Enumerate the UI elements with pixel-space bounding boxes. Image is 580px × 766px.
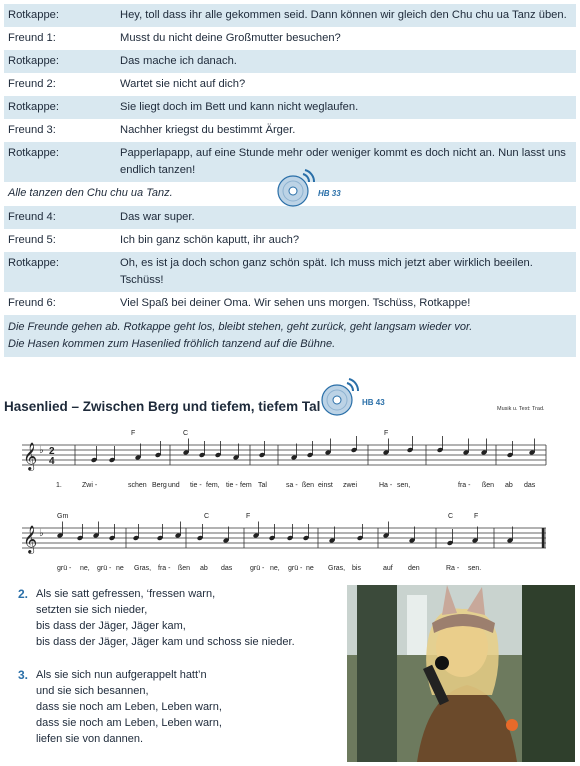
dialog-row	[4, 96, 576, 119]
dialog-row	[4, 229, 576, 252]
lyric-syllable: den	[408, 565, 420, 572]
speaker-label: Rotkappe:	[8, 147, 59, 159]
treble-clef-icon: 𝄞	[23, 442, 38, 470]
lyric-syllable: schen	[128, 482, 147, 489]
verse-line: dass sie noch am Leben, Leben warn,	[36, 701, 222, 713]
lyric-syllable: 1.	[56, 482, 62, 489]
verse-line: bis dass der Jäger, Jäger kam,	[36, 620, 186, 632]
chord-symbol: C	[204, 513, 210, 520]
cd-track-badge-2	[320, 377, 385, 417]
cd-track-badge	[276, 168, 341, 208]
time-sig-top: 2	[49, 446, 55, 457]
dialog-line: Wartet sie nicht auf dich?	[120, 78, 246, 90]
lyric-syllable: ßen	[178, 565, 191, 572]
dialog-row	[4, 206, 576, 229]
dialog-row	[4, 292, 576, 315]
verse-line: liefen sie von dannen.	[36, 733, 144, 745]
speaker-label: Freund 5:	[8, 234, 56, 246]
lyric-syllable: fem	[240, 482, 252, 489]
photo-child-singing	[347, 585, 575, 762]
stage-direction	[4, 182, 576, 206]
time-sig-bottom: 4	[49, 456, 55, 467]
lyric-syllable: fra -	[458, 482, 471, 489]
speaker-label: Freund 3:	[8, 124, 56, 136]
lyric-syllable: ne,	[270, 565, 280, 572]
song-credit: Musik u. Text: Trad.	[497, 406, 545, 412]
lyric-syllable: Tal	[258, 482, 267, 489]
chord-symbol: C	[183, 430, 189, 437]
lyric-syllable: tie -	[226, 482, 238, 489]
lyric-syllable: sen,	[397, 482, 411, 489]
lyric-syllable: tie -	[190, 482, 202, 489]
lyric-syllable: grü -	[57, 565, 72, 572]
chord-symbol: F	[384, 430, 389, 437]
dialog-row	[4, 252, 576, 292]
lyric-syllable: zwei	[343, 482, 358, 489]
lyric-syllable: fra -	[158, 565, 171, 572]
lyric-syllable: ab	[200, 565, 208, 572]
lyric-syllable: Ha -	[379, 482, 393, 489]
lyric-syllable: sa -	[286, 482, 298, 489]
verse-line: setzten sie sich nieder,	[36, 604, 148, 616]
dialog-line: Hey, toll dass ihr alle gekommen seid. Dann können wir gleich den Chu chu ua Tanz üben.	[120, 9, 567, 21]
lyric-syllable: bis	[352, 565, 361, 572]
speaker-label: Rotkappe:	[8, 9, 59, 21]
verse-line: bis dass der Jäger, Jäger kam und schoss sie nieder.	[36, 636, 295, 648]
speaker-label: Rotkappe:	[8, 101, 59, 113]
dialog-table	[4, 4, 576, 357]
lyric-syllable: ab	[505, 482, 513, 489]
dialog-row	[4, 50, 576, 73]
lyric-syllable: Ra -	[446, 565, 460, 572]
stage-direction-text: Die Hasen kommen zum Hasenlied fröhlich tanzend auf die Bühne.	[8, 338, 336, 350]
lyric-syllable: das	[524, 482, 536, 489]
lyric-syllable: grü -	[250, 565, 265, 572]
verse-number: 2.	[18, 587, 29, 601]
dialog-line: Papperlapapp, auf eine Stunde mehr oder weniger kommt es doch nicht an. Nun lasst uns endlich tanzen!	[120, 147, 566, 176]
speaker-label: Rotkappe:	[8, 257, 59, 269]
dialog-line: Viel Spaß bei deiner Oma. Wir sehen uns morgen. Tschüss, Rotkappe!	[120, 297, 471, 309]
dialog-line: Oh, es ist ja doch schon ganz schön spät. Ich muss mich jetzt aber wirklich beeilen. Tschüss!	[120, 257, 533, 286]
chord-symbol: C	[448, 513, 454, 520]
cd-label: HB 43	[362, 397, 385, 407]
chord-symbol: Gm	[57, 513, 69, 520]
lyric-syllable: ne	[116, 565, 124, 572]
dialog-row	[4, 119, 576, 142]
dialog-line: Nachher kriegst du bestimmt Ärger.	[120, 124, 296, 136]
speaker-label: Freund 1:	[8, 32, 56, 44]
stage-direction-text: Die Freunde gehen ab. Rotkappe geht los, bleibt stehen, geht zurück, geht langsam wieder vor.	[8, 321, 473, 333]
cd-icon	[276, 168, 316, 208]
verse-line: Als sie satt gefressen, ‘fressen warn,	[36, 588, 216, 600]
chord-symbol: F	[131, 430, 136, 437]
lyric-syllable: ßen	[302, 482, 315, 489]
lyric-syllable: einst	[318, 482, 333, 489]
lyric-syllable: ne,	[80, 565, 90, 572]
stage-direction-text: Alle tanzen den Chu chu ua Tanz.	[8, 187, 173, 199]
lyric-syllable: sen.	[468, 565, 482, 572]
staff-line-1	[22, 430, 546, 489]
verse-line: dass sie noch am Leben, Leben warn,	[36, 717, 222, 729]
dialog-line: Ich bin ganz schön kaputt, ihr auch?	[120, 234, 300, 246]
lyric-syllable: auf	[383, 565, 393, 572]
speaker-label: Freund 4:	[8, 211, 56, 223]
lyric-syllable: Berg	[152, 482, 167, 489]
sheet-music	[0, 420, 580, 580]
lyric-syllable: Gras,	[134, 565, 152, 572]
lyric-syllable: ßen	[482, 482, 495, 489]
dialog-line: Sie liegt doch im Bett und kann nicht weglaufen.	[120, 101, 359, 113]
chord-symbol: F	[246, 513, 251, 520]
song-title: Hasenlied – Zwischen Berg und tiefem, tiefem Tal	[4, 399, 321, 414]
lyric-syllable: das	[221, 565, 233, 572]
lyric-syllable: fem,	[206, 482, 220, 489]
lyric-syllable: ne	[306, 565, 314, 572]
chord-symbol: F	[474, 513, 479, 520]
cd-icon	[320, 377, 360, 417]
lyric-syllable: Zwi -	[82, 482, 98, 489]
cd-label: HB 33	[318, 188, 341, 198]
dialog-line: Musst du nicht deine Großmutter besuchen?	[120, 32, 341, 44]
flat-icon: ♭	[39, 445, 44, 456]
verse-line: Als sie sich nun aufgerappelt hatt’n	[36, 669, 207, 681]
dialog-line: Das war super.	[120, 211, 195, 223]
dialog-row	[4, 4, 576, 27]
dialog-line: Das mache ich danach.	[120, 55, 237, 67]
treble-clef-icon: 𝄞	[23, 525, 38, 553]
lyric-syllable: grü -	[97, 565, 112, 572]
staff-line-2	[22, 513, 546, 572]
dialog-row	[4, 73, 576, 96]
lyric-syllable: grü -	[288, 565, 303, 572]
speaker-label: Rotkappe:	[8, 55, 59, 67]
dialog-row	[4, 27, 576, 50]
stage-direction-2	[4, 315, 576, 357]
speaker-label: Freund 6:	[8, 297, 56, 309]
lyric-syllable: und	[168, 482, 180, 489]
speaker-label: Freund 2:	[8, 78, 56, 90]
verse-number: 3.	[18, 668, 29, 682]
flat-icon: ♭	[39, 528, 44, 539]
verse-line: und sie sich besannen,	[36, 685, 149, 697]
lyric-syllable: Gras,	[328, 565, 346, 572]
